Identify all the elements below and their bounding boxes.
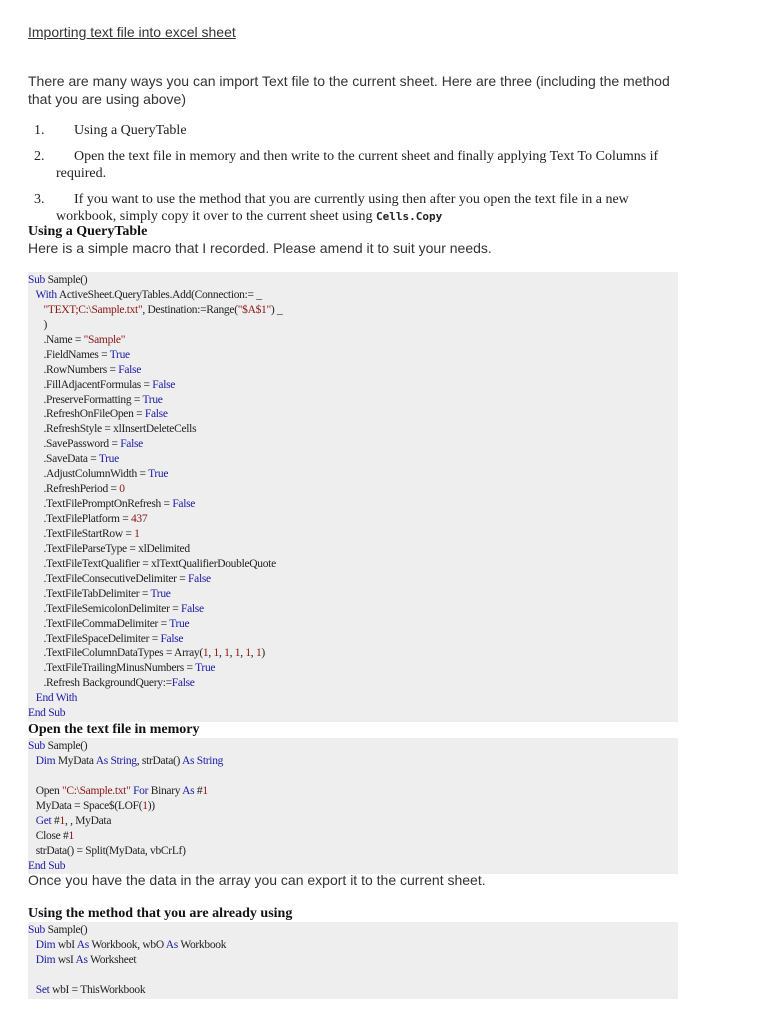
list-number: 2. — [34, 149, 45, 164]
code-line: .AdjustColumnWidth = True — [28, 468, 169, 481]
code-line: Open "C:\Sample.txt" For Binary As #1 — [28, 784, 208, 797]
list-text: Open the text file in memory and then write to the current sheet and finally applying Text To Columns if required. — [56, 149, 659, 181]
list-text: Using a QueryTable — [74, 123, 187, 138]
intro-paragraph: There are many ways you can import Text file to the current sheet. Here are three (including the method that you are using above) — [28, 73, 670, 107]
list-item — [28, 122, 678, 139]
code-line: End Sub — [28, 859, 66, 872]
inline-code: Cells.Copy — [376, 210, 443, 223]
code-line: Get #1, , MyData — [35, 814, 112, 827]
code-line: .FieldNames = True — [28, 348, 130, 361]
code-line: strData() = Split(MyData, vbCrLf) — [28, 844, 186, 857]
list-item — [28, 191, 678, 225]
code-line: .SaveData = True — [28, 453, 119, 466]
code-line: .TextFileCommaDelimiter = True — [28, 617, 190, 630]
code-line — [28, 968, 678, 983]
code-line: .PreserveFormatting = True — [28, 393, 163, 406]
code-line: Dim wsI As Worksheet — [35, 953, 137, 966]
code-line: .RefreshStyle = xlInsertDeleteCells — [28, 423, 197, 436]
code-line: .RowNumbers = False — [28, 363, 142, 376]
code-line: ) — [28, 318, 47, 331]
code-line: Sub Sample() — [28, 924, 88, 936]
section-heading-querytable: Using a QueryTable — [28, 224, 148, 239]
code-line: .TextFileStartRow = 1 — [28, 527, 140, 540]
list-text: If you want to use the method that you are currently using then after you open the text file in a new workbook, simply copy it over to the current sheet using — [56, 192, 629, 224]
code-line: Set wbI = ThisWorkbook — [35, 983, 146, 996]
code-line: .TextFileSemicolonDelimiter = False — [28, 602, 204, 615]
code-block-querytable — [28, 272, 678, 722]
code-line: .TextFileParseType = xlDelimited — [28, 542, 190, 555]
code-line: "TEXT;C:\Sample.txt", Destination:=Range("$A$1") _ — [43, 303, 283, 316]
code-line: .RefreshOnFileOpen = False — [28, 408, 168, 421]
code-line: Close #1 — [28, 829, 74, 842]
code-line: End Sub — [28, 707, 66, 720]
section-heading-memory: Open the text file in memory — [28, 722, 200, 737]
code-line: .FillAdjacentFormulas = False — [28, 378, 176, 391]
code-line: .TextFilePlatform = 437 — [28, 513, 148, 525]
page-title: Importing text file into excel sheet — [28, 24, 236, 40]
code-block-existing — [28, 922, 678, 999]
section-paragraph: Once you have the data in the array you can export it to the current sheet. — [28, 872, 486, 888]
code-line: .Refresh BackgroundQuery:=False — [28, 677, 195, 690]
code-line: Dim wbI As Workbook, wbO As Workbook — [35, 938, 227, 951]
code-line: MyData = Space$(LOF(1)) — [28, 799, 155, 812]
code-line: .TextFilePromptOnRefresh = False — [28, 498, 196, 511]
list-number: 3. — [34, 192, 45, 207]
code-line: Sub Sample() — [28, 274, 88, 286]
section-heading-existing: Using the method that you are already using — [28, 906, 293, 921]
code-line: .TextFileColumnDataTypes = Array(1, 1, 1, 1, 1, 1) — [28, 647, 265, 660]
code-line: End With — [35, 692, 78, 705]
list-number: 1. — [34, 123, 45, 138]
code-line: .TextFileTrailingMinusNumbers = True — [28, 662, 216, 675]
code-line: .Name = "Sample" — [28, 333, 126, 346]
code-line — [28, 769, 678, 784]
code-line: Sub Sample() — [28, 740, 88, 752]
code-line: .TextFileTextQualifier = xlTextQualifierDoubleQuote — [28, 557, 276, 570]
code-line: .RefreshPeriod = 0 — [28, 483, 125, 496]
code-line: .TextFileSpaceDelimiter = False — [28, 632, 184, 645]
list-item — [28, 148, 678, 182]
methods-list — [28, 122, 678, 225]
code-line: With ActiveSheet.QueryTables.Add(Connection:= _ — [35, 288, 262, 301]
code-line: .TextFileConsecutiveDelimiter = False — [28, 572, 211, 585]
code-line: Dim MyData As String, strData() As String — [35, 754, 224, 767]
code-line: .SavePassword = False — [28, 438, 143, 451]
section-paragraph: Here is a simple macro that I recorded. Please amend it to suit your needs. — [28, 240, 492, 256]
code-line: .TextFileTabDelimiter = True — [28, 587, 171, 600]
code-block-memory — [28, 738, 678, 874]
